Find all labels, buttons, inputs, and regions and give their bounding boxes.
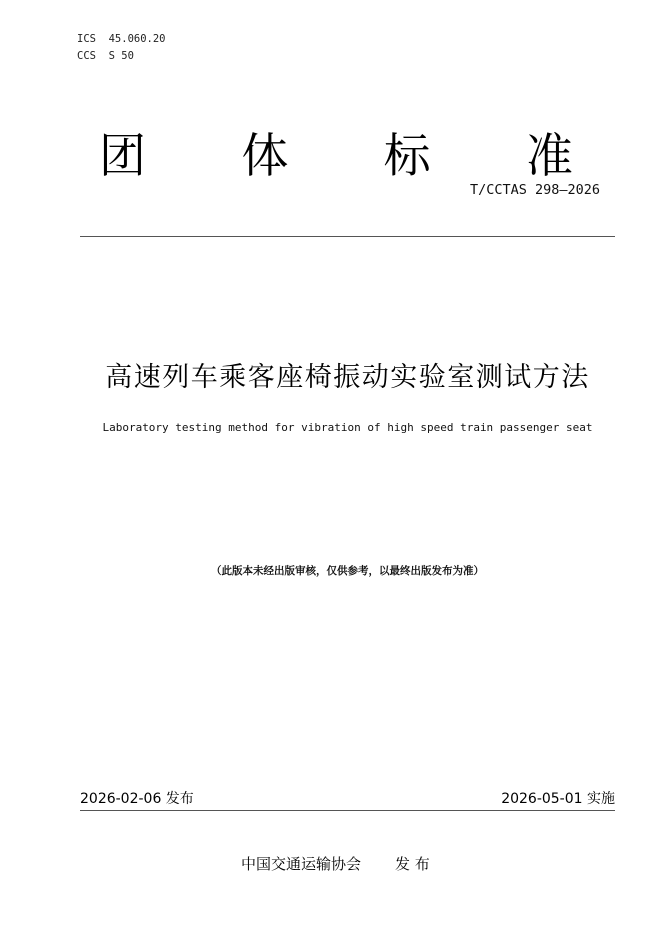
document-title-chinese: 高速列车乘客座椅振动实验室测试方法 [105, 362, 590, 393]
top-divider [80, 236, 615, 237]
publisher-name: 中国交通运输协会 [241, 855, 362, 873]
bottom-divider [80, 810, 615, 811]
publisher-action: 发 布 [395, 855, 430, 873]
standard-type-char: 体 [241, 129, 289, 184]
publisher-line [241, 856, 430, 872]
standard-type-char: 团 [99, 129, 146, 184]
standard-type-heading [99, 129, 573, 184]
draft-note: （此版本未经出版审核，仅供参考，以最终出版发布为准） [211, 565, 484, 577]
standard-number: T/CCTAS 298—2026 [469, 182, 600, 198]
ccs-code: CCS S 50 [77, 50, 134, 62]
document-title-english: Laboratory testing method for vibration of high speed train passenger seat [102, 421, 593, 434]
implement-date: 2026-05-01 实施 [501, 791, 615, 807]
standard-type-char: 标 [383, 129, 431, 184]
ics-code: ICS 45.060.20 [77, 33, 166, 45]
publish-date: 2026-02-06 发布 [80, 791, 194, 807]
standard-type-char: 准 [525, 129, 573, 184]
